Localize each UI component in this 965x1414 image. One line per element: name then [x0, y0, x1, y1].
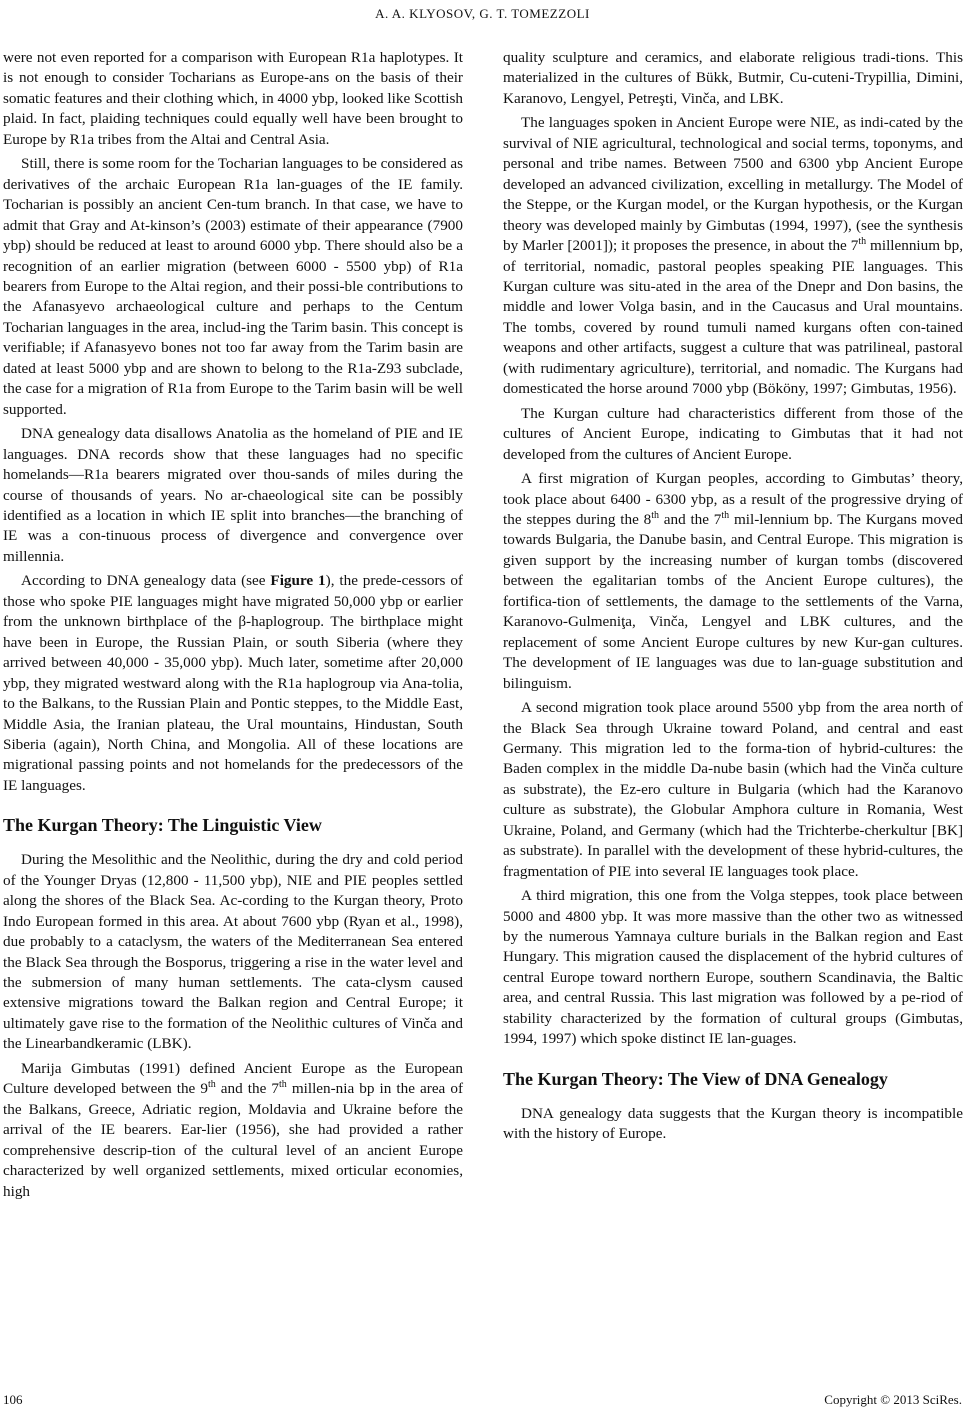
paragraph: The Kurgan culture had characteristics different from those of the cultures of Ancient Europe, indicating to Gimbutas that it had not developed from the cultures of Ancient Europe.	[503, 404, 963, 463]
superscript: th	[858, 236, 867, 248]
running-head: A. A. KLYOSOV, G. T. TOMEZZOLI	[375, 6, 590, 21]
paragraph	[3, 571, 463, 796]
right-column	[503, 48, 963, 1149]
superscript: th	[207, 1079, 216, 1091]
paragraph: A third migration, this one from the Volga steppes, took place between 5000 and 4800 ybp. It was more massive than the other two as witnessed by the numerous Yamnaya culture burials in the Balkan region and East Hungary. This migration caused the displacement of the hybrid cultures of central Europe toward northern Europe, southern Scandinavia, the Baltic area, and central Russia. This last migration was followed by a pe-riod of stability characterized by the formation of cultural groups (Gimbutas, 1994, 1997) which spoke distinct IE lan-guages.	[503, 887, 963, 1048]
text-run: The languages spoken in Ancient Europe were NIE, as indi-cated by the survival of NIE agricultural, technological and social terms, toponyms, and personal and tribe names. Between 7500 and 6300 ybp Ancient Europe developed an advanced civilization, excelling in metallurgy. The Model of the Steppe, or the Kurgan model, or the Kurgan hypothesis, or the Kurgan theory was developed mainly by Gimbutas (1994, 1997), (see the synthesis by Marler [2001]); it proposes the presence, in about the 7	[503, 114, 963, 255]
text-run: mil-lennium bp. The Kurgans moved towards Bulgaria, the Danube basin, and Central Europe. This migration is given support by the increasing number of kurgan tombs (discovered between the egalitarian tombs of the Ancient Europe cultures), the fortifica-tion of settlements, the damage to the settlements of the Varna, Karanovo-Gulmeniţa, Vinča, Lengyel and LBK cultures, and the replacement of some Ancient Europe cultures by new Kur-gan cultures. The development of IE languages was due to lan-guage substitution and bilinguism.	[503, 510, 963, 692]
section-heading: The Kurgan Theory: The Linguistic View	[3, 815, 322, 836]
section-heading: The Kurgan Theory: The View of DNA Genealogy	[503, 1068, 888, 1089]
page-number: 106	[3, 1392, 23, 1407]
paragraph: During the Mesolithic and the Neolithic, during the dry and cold period of the Younger Dryas (12,800 - 11,500 ybp), NIE and PIE peoples settled along the shores of the Black Sea. Ac-cording to the Kurgan theory, Proto Indo European formed in this area. At about 7600 ybp (Ryan et al., 1998), due probably to a cataclysm, the waters of the Mediterranean Sea entered the Black Sea through the Bosporus, triggering a rise in the water level and the submersion of many human settlements. The cata-clysm caused extensive migrations toward the Balkan region and Central Europe; it ultimately gave rise to the formation of the Neolithic cultures of Vinča and the Linearbandkeramic (LBK).	[3, 851, 463, 1053]
paragraph: were not even reported for a comparison with European R1a haplotypes. It is not enough to consider Tocharians as Europe-ans on the basis of their somatic features and their clothing which, in 4000 ybp, looked like Scottish plaid. In fact, plaiding techniques could equally well have been brought to Europe by R1a tribes from the Altai and Central Asia.	[3, 49, 463, 148]
superscript: th	[721, 509, 730, 521]
left-column	[3, 48, 463, 1206]
superscript: th	[278, 1079, 287, 1091]
paragraph: Still, there is some room for the Tocharian languages to be considered as derivatives of the archaic European R1a lan-guages of the IE family. Tocharian is possibly an ancient Cen-tum branch. In that case, we have to admit that Gray and At-kinson’s (2003) estimate of their appearance (7900 ybp) should be reduced at least to around 6000 ybp. There should also be a recognition of an earlier migration (between 6000 - 5500 ybp) of R1a bearers from Europe to the Altai region, and their possi-ble contributions to the Afanasyevo archaeological culture and perhaps to the Centum Tocharian languages in the area, includ-ing the Tarim basin. This concept is verifiable; if Afanasyevo bones not too far away from the Tarim basin are dated at least 5000 ybp and are shown to belong to the R1a-Z93 subclade, the case for a migration of R1a from Europe to the Tarim basin will be well supported.	[3, 155, 463, 418]
paragraph	[503, 469, 963, 694]
text-run: and the 7	[658, 510, 722, 528]
superscript: th	[651, 509, 659, 521]
text-run: millennium bp, of territorial, nomadic, pastoral peoples speaking PIE languages. This Kurgan culture was situ-ated in the area of the Dnepr and Don basins, the middle and lower Volga basin, and in the Caucasus and Ural mountains. The tombs, covered by round tumuli named kurgans often con-tained weapons and other artifacts, suggest a culture that was patrilineal, pastoral (with rudimentary agriculture), territorial, and nomadic. The Kurgans had domesticated the horse around 7000 ybp (Bököny, 1997; Gimbutas, 1956).	[503, 237, 963, 398]
text-run: A first migration of Kurgan peoples, according to Gimbutas’ theory, took place about 6400 - 6300 ybp, as a result of the progressive drying of the steppes during the 8	[503, 470, 963, 528]
text-run: and the 7	[215, 1080, 279, 1098]
figure-reference[interactable]: Figure 1	[270, 572, 326, 590]
paragraph: DNA genealogy data disallows Anatolia as the homeland of PIE and IE languages. DNA records show that these languages had no specific homelands—R1a bearers migrated over thou-sands of miles during the course of thousands of years. No ar-chaeological site can be possibly identified as a location in which IE split into branches—the branching of IE was a con-tinuous process of divergence and convergence over millennia.	[3, 425, 463, 565]
text-run: According to DNA genealogy data (see	[21, 572, 271, 590]
text-run: Marija Gimbutas (1991) defined Ancient Europe as the European Culture developed between the 9	[3, 1059, 463, 1098]
paragraph: A second migration took place around 5500 ybp from the area north of the Black Sea through Ukraine toward Poland, and central and east Germany. This migration led to the forma-tion of hybrid-cultures: the Baden complex in the middle Da-nube basin (which had the Vinča culture as substrate), the Ez-ero culture in Bulgaria (which had the Karanovo culture as substrate), the Globular Amphora culture in Romania, West Ukraine, Poland, and Germany (which had the Trichterbe-cherkultur [BK] as substrate). In parallel with the development of these hybrid-cultures, the fragmentation of PIE into several IE languages took place.	[503, 699, 963, 880]
paragraph	[3, 1059, 463, 1202]
text-run: ), the prede-cessors of those who spoke PIE languages might have migrated 50,000 ybp or earlier from the unknown birthplace of the β-haplogroup. The birthplace might have been in Europe, the Russian Plain, or south Siberia (where they arrived between 40,000 - 35,000 ybp). Much later, sometime after 20,000 ybp, they migrated westward along with the R1a haplogroup via Ana-tolia, to the Balkans, to the Russian Plain and Pontic steppes, to the Middle East, Middle Asia, the Iranian plateau, the Ural mountains, Hindustan, South Siberia (again), North China, and Mongolia. All of these locations are migrational passing points and not homelands for the predecessors of the IE languages.	[3, 572, 463, 794]
paragraph	[503, 113, 963, 399]
text-run: millen-nia bp in the area of the Balkans, Greece, Adriatic region, Moldavia and Ukraine before the arrival of the IE bearers. Ear-lier (1956), she had provided a rather comprehensive descrip-tion of the cultural level of an ancient Europe characterized by well organized settlements, mixed orticular economies, high	[3, 1080, 464, 1200]
copyright-notice: Copyright © 2013 SciRes.	[824, 1392, 962, 1407]
paragraph: quality sculpture and ceramics, and elaborate religious tradi-tions. This materialized in the cultures of Bükk, Butmir, Cu-cuteni-Trypillia, Dimini, Karanovo, Lengyel, Petreşti, Vinča, and LBK.	[503, 49, 963, 107]
paragraph: DNA genealogy data suggests that the Kurgan theory is incompatible with the history of Europe.	[503, 1104, 963, 1143]
